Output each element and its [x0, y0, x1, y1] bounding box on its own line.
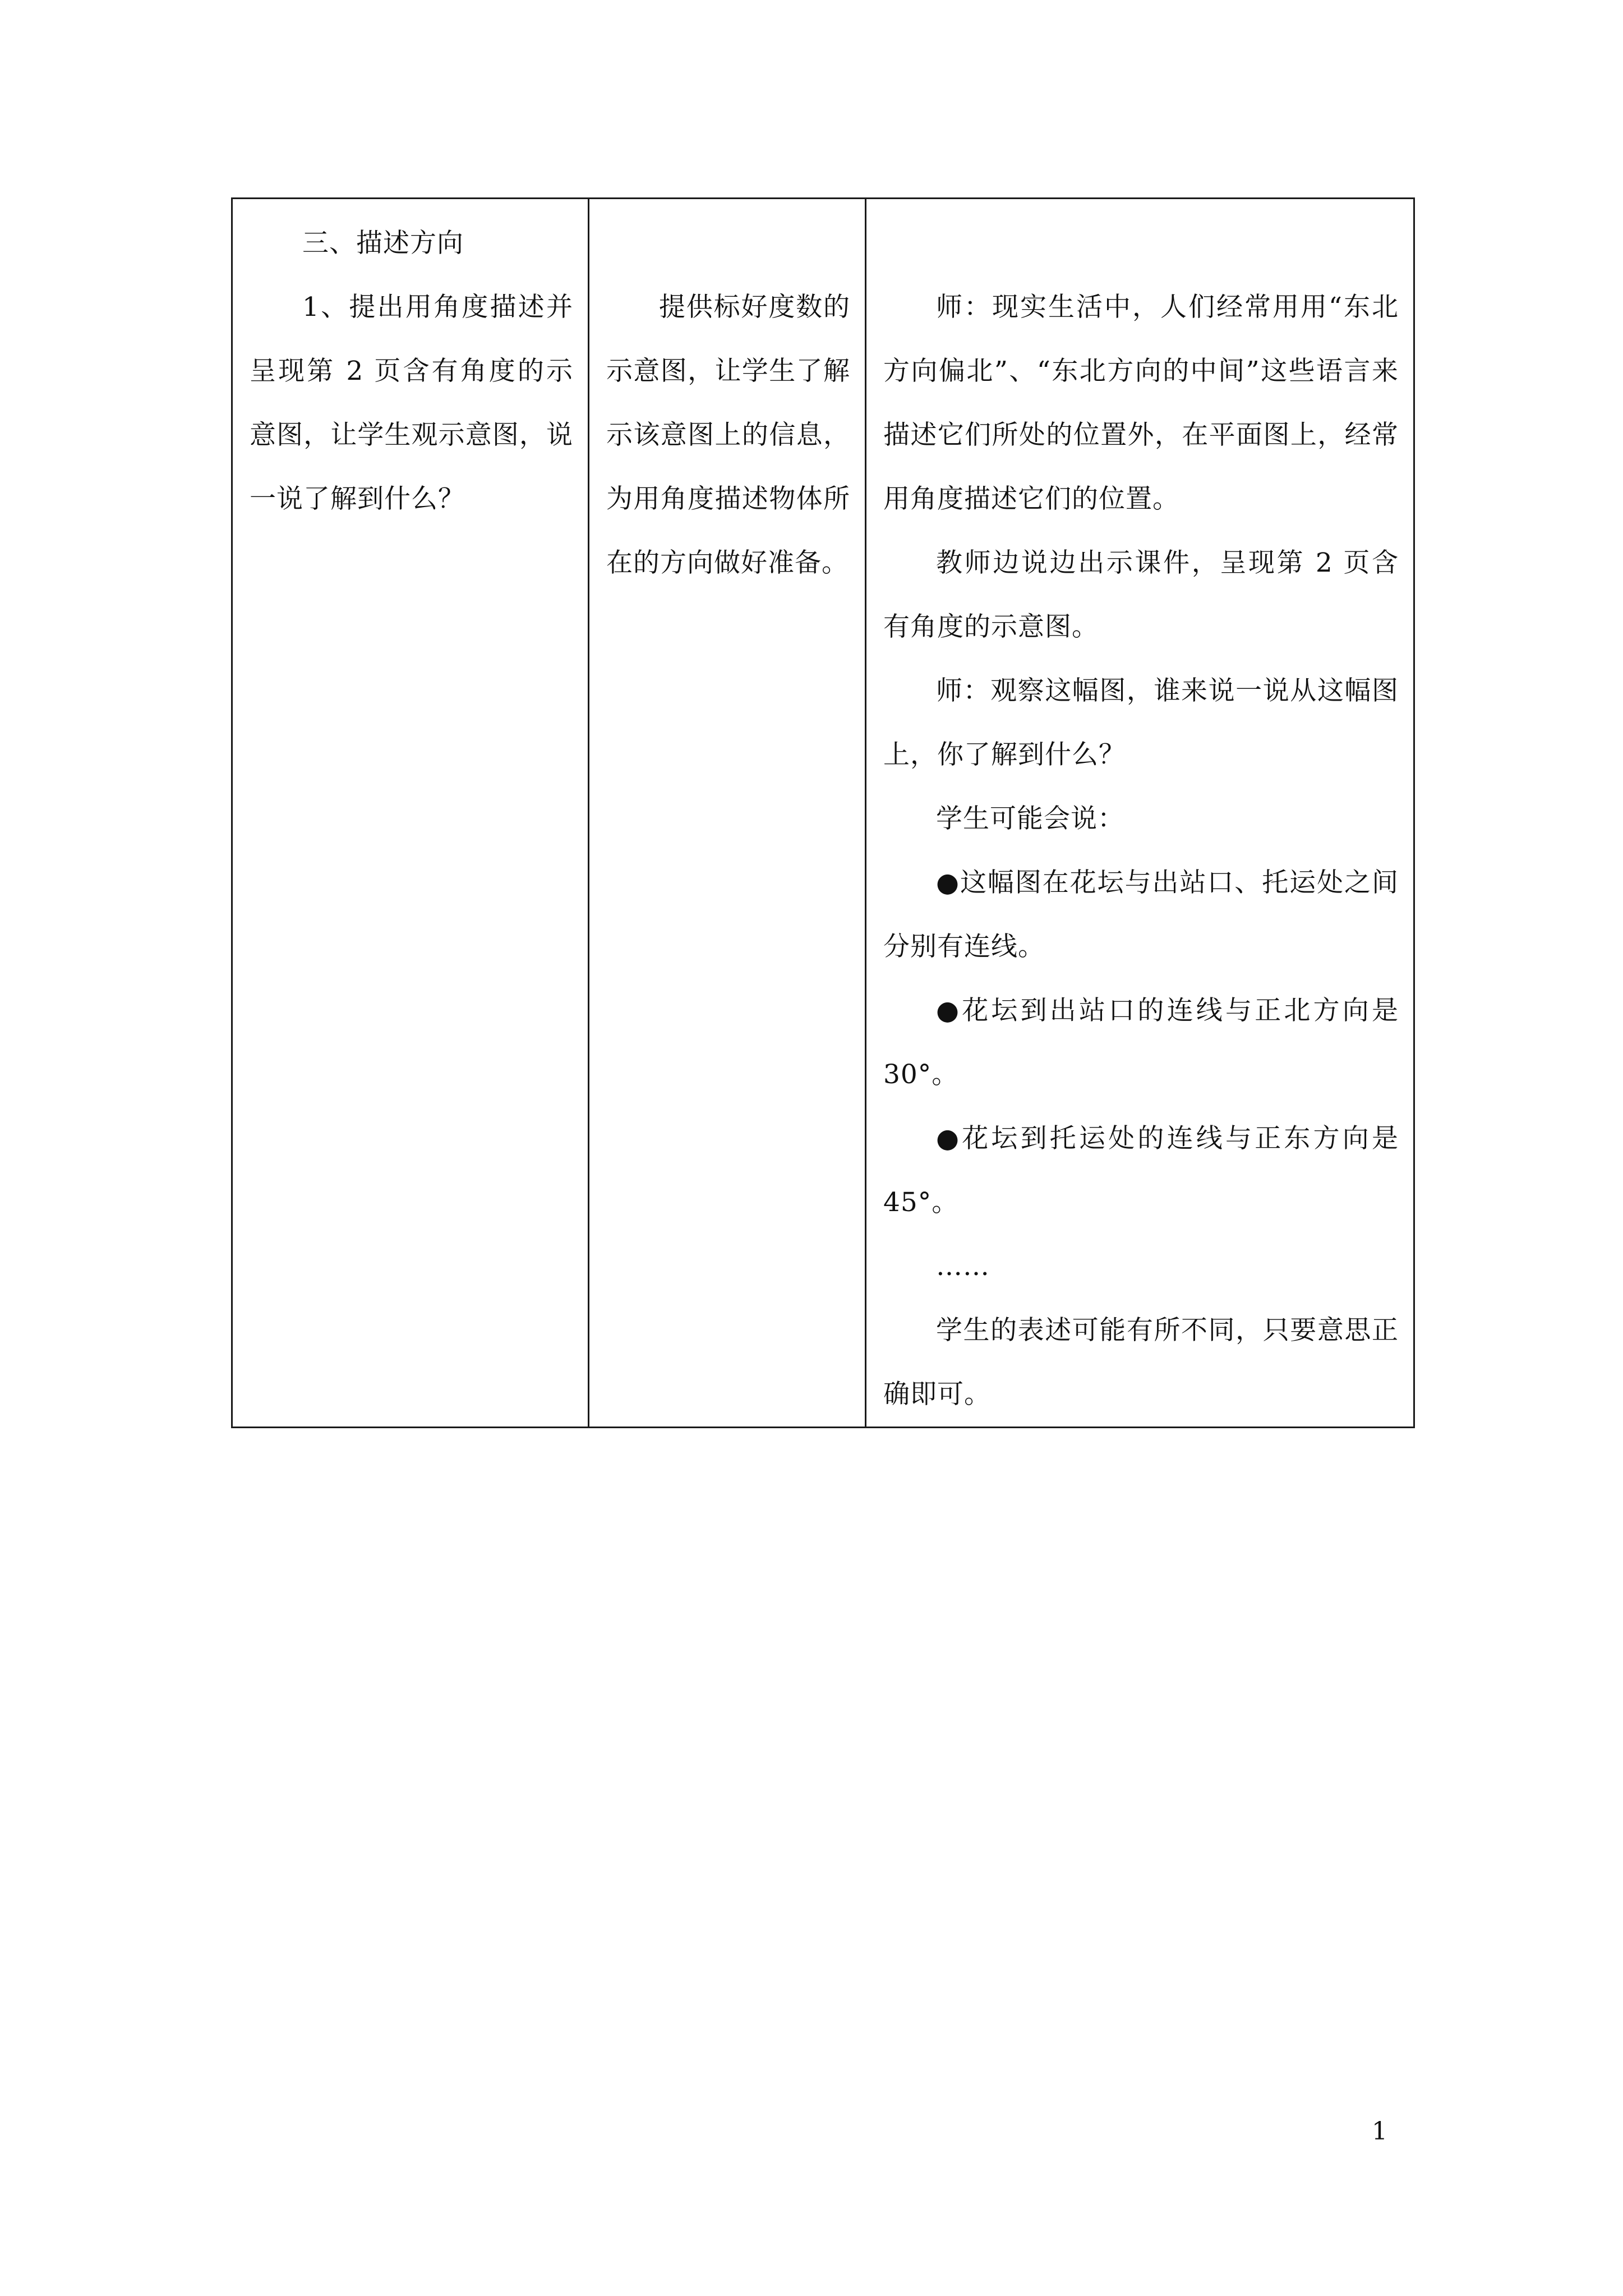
ellipsis: …… — [936, 1251, 990, 1282]
activity-bullet: ●这幅图在花坛与出站口、托运处之间分别有连线。 — [883, 867, 1399, 962]
activity-paragraph: 学生可能会说： — [936, 803, 1124, 834]
page-number: 1 — [1372, 2117, 1387, 2146]
classroom-activity-cell — [866, 199, 1414, 1428]
activity-bullet: ●花坛到出站口的连线与正北方向是 30°。 — [883, 995, 1399, 1090]
activity-bullet: ●花坛到托运处的连线与正东方向是 45°。 — [883, 1123, 1399, 1218]
step-text: 1、提出用角度描述并呈现第 2 页含有角度的示意图，让学生观示意图，说一说了解到什么？ — [250, 292, 573, 514]
design-intent-cell — [589, 199, 866, 1428]
intent-text: 提供标好度数的示意图，让学生了解示该意图上的信息，为用角度描述物体所在的方向做好准备。 — [606, 292, 850, 578]
lesson-plan-table — [231, 197, 1415, 1428]
activity-paragraph: 学生的表述可能有所不同，只要意思正确即可。 — [883, 1315, 1399, 1410]
teaching-steps-cell — [232, 199, 589, 1428]
table-row — [232, 199, 1414, 1428]
activity-paragraph: 教师边说边出示课件，呈现第 2 页含有角度的示意图。 — [883, 547, 1399, 642]
section-heading: 三、描述方向 — [302, 228, 464, 259]
activity-paragraph: 师：观察这幅图，谁来说一说从这幅图上，你了解到什么？ — [883, 675, 1399, 770]
activity-paragraph: 师：现实生活中，人们经常用用“东北方向偏北”、“东北方向的中间”这些语言来描述它们所处的位置外，在平面图上，经常用角度描述它们的位置。 — [883, 292, 1399, 514]
